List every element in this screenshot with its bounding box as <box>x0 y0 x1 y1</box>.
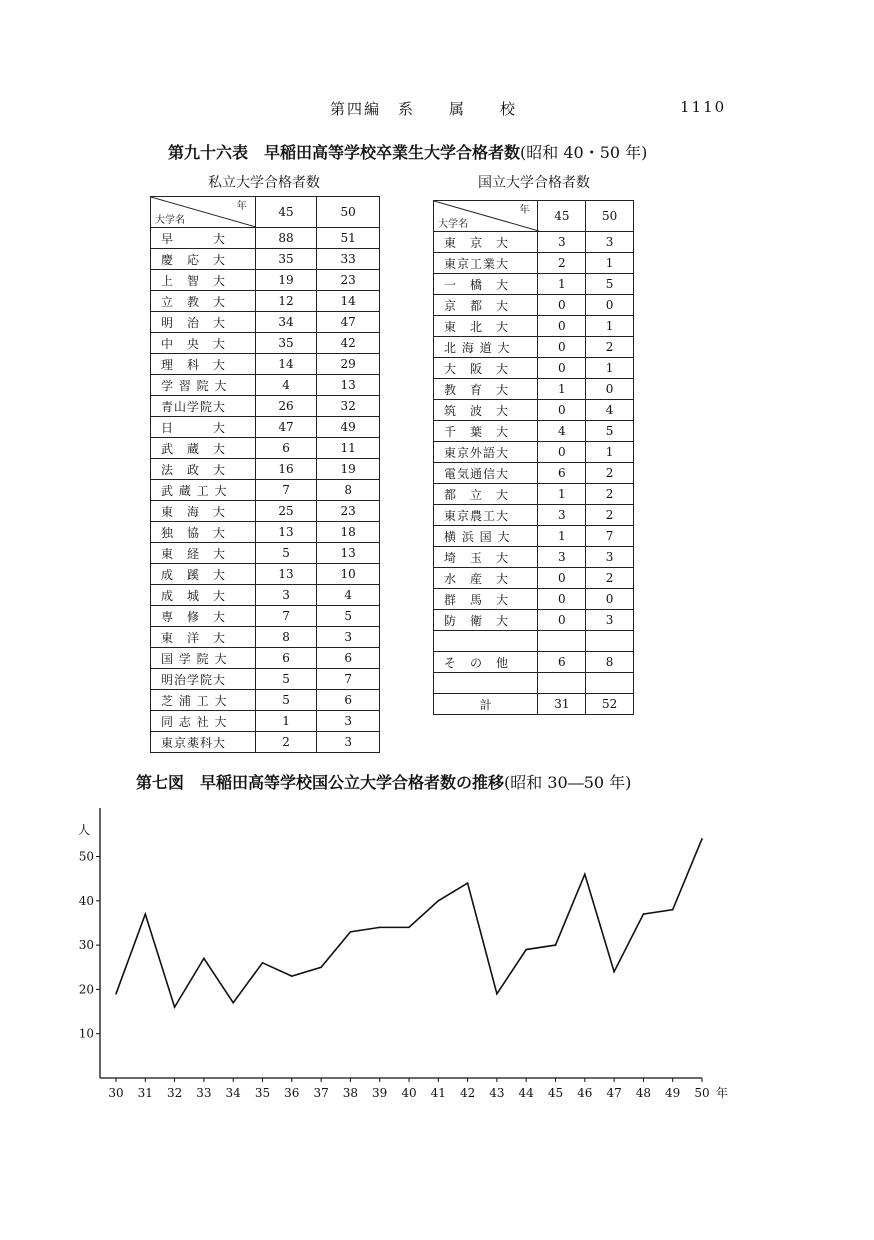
table-row <box>434 274 634 295</box>
table-row <box>434 442 634 463</box>
university-name-cell: 東 海 大 <box>151 501 256 522</box>
count-cell: 0 <box>538 358 586 379</box>
count-cell: 0 <box>586 295 634 316</box>
data-point <box>496 993 498 995</box>
count-cell: 5 <box>317 606 380 627</box>
x-tick-label: 41 <box>430 1086 446 1100</box>
university-name-cell: 武 蔵 大 <box>151 438 256 459</box>
table-row <box>434 673 634 694</box>
running-head: 第四編 系 属 校 <box>330 100 518 118</box>
count-cell <box>586 673 634 694</box>
table-row <box>151 249 380 270</box>
count-cell: 6 <box>538 463 586 484</box>
university-name-cell: 東 経 大 <box>151 543 256 564</box>
data-point <box>291 975 293 977</box>
count-cell: 6 <box>317 690 380 711</box>
table-row <box>151 417 380 438</box>
count-cell: 1 <box>538 379 586 400</box>
university-name-cell: 早 大 <box>151 228 256 249</box>
university-name-cell: 東 京 大 <box>434 232 538 253</box>
university-name-cell: 東京工業大 <box>434 253 538 274</box>
count-cell: 12 <box>255 291 317 312</box>
count-cell: 35 <box>255 333 317 354</box>
count-cell: 14 <box>317 291 380 312</box>
table-row <box>151 732 380 753</box>
x-axis-label: 年 <box>716 1086 729 1100</box>
university-name-cell: 明治学院大 <box>151 669 256 690</box>
header-university-label: 大学名 <box>438 219 468 230</box>
table-row <box>434 295 634 316</box>
x-tick-label: 49 <box>665 1086 681 1100</box>
x-tick-label: 44 <box>518 1086 534 1100</box>
count-cell <box>538 631 586 652</box>
count-cell: 34 <box>255 312 317 333</box>
count-cell: 6 <box>317 648 380 669</box>
private-university-table <box>150 196 380 753</box>
university-name-cell: 同 志 社 大 <box>151 711 256 732</box>
count-cell: 33 <box>317 249 380 270</box>
table-row <box>434 589 634 610</box>
header-year-label: 年 <box>236 201 247 212</box>
table-title-paren: (昭和 40・50 年) <box>520 143 648 162</box>
data-point <box>467 882 469 884</box>
university-name-cell: 埼 玉 大 <box>434 547 538 568</box>
private-table-caption: 私立大学合格者数 <box>208 175 320 191</box>
data-point <box>613 971 615 973</box>
count-cell: 52 <box>586 694 634 715</box>
count-cell: 5 <box>586 421 634 442</box>
header-diagonal-cell <box>151 197 256 228</box>
university-name-cell: 法 政 大 <box>151 459 256 480</box>
table-row <box>434 526 634 547</box>
count-cell: 7 <box>255 606 317 627</box>
table-row <box>151 648 380 669</box>
table-row <box>151 480 380 501</box>
x-tick-label: 35 <box>254 1086 271 1100</box>
table-row <box>151 543 380 564</box>
count-cell: 16 <box>255 459 317 480</box>
column-header: 50 <box>586 201 634 232</box>
count-cell: 3 <box>586 610 634 631</box>
university-name-cell: 独 協 大 <box>151 522 256 543</box>
data-point <box>672 909 674 911</box>
chart-series <box>115 838 703 1008</box>
university-name-cell: 明 治 大 <box>151 312 256 333</box>
count-cell: 0 <box>538 400 586 421</box>
count-cell: 6 <box>255 438 317 459</box>
university-name-cell: そ の 他 <box>434 652 538 673</box>
count-cell: 1 <box>586 442 634 463</box>
university-name-cell: 日 大 <box>151 417 256 438</box>
count-cell: 6 <box>538 652 586 673</box>
university-name-cell: 東京薬科大 <box>151 732 256 753</box>
count-cell: 2 <box>586 484 634 505</box>
count-cell: 19 <box>255 270 317 291</box>
count-cell: 3 <box>317 732 380 753</box>
count-cell: 2 <box>255 732 317 753</box>
count-cell: 8 <box>586 652 634 673</box>
table-row <box>434 568 634 589</box>
count-cell: 3 <box>255 585 317 606</box>
university-name-cell: 都 立 大 <box>434 484 538 505</box>
table-header-row <box>151 197 380 228</box>
count-cell: 29 <box>317 354 380 375</box>
table-row <box>151 711 380 732</box>
count-cell: 14 <box>255 354 317 375</box>
count-cell: 13 <box>317 375 380 396</box>
university-name-cell <box>434 673 538 694</box>
table-row <box>434 652 634 673</box>
x-tick-label: 34 <box>225 1086 241 1100</box>
table-row <box>151 291 380 312</box>
count-cell: 26 <box>255 396 317 417</box>
university-name-cell: 青山学院大 <box>151 396 256 417</box>
table-row <box>434 547 634 568</box>
count-cell: 1 <box>538 484 586 505</box>
count-cell: 4 <box>538 421 586 442</box>
national-table-caption: 国立大学合格者数 <box>478 175 590 191</box>
x-tick-label: 43 <box>489 1086 505 1100</box>
count-cell: 2 <box>586 463 634 484</box>
header-diagonal-cell <box>434 201 538 232</box>
count-cell: 42 <box>317 333 380 354</box>
university-name-cell: 教 育 大 <box>434 379 538 400</box>
count-cell: 8 <box>317 480 380 501</box>
count-cell: 4 <box>586 400 634 421</box>
count-cell: 3 <box>538 547 586 568</box>
count-cell: 47 <box>255 417 317 438</box>
x-tick-label: 40 <box>401 1086 417 1100</box>
university-name-cell: 東 北 大 <box>434 316 538 337</box>
y-axis-label: 人 <box>78 823 91 837</box>
table-row <box>151 396 380 417</box>
university-name-cell: 群 馬 大 <box>434 589 538 610</box>
table-row <box>434 421 634 442</box>
count-cell: 3 <box>538 505 586 526</box>
table-title-main: 第九十六表 早稲田高等学校卒業生大学合格者数 <box>168 143 521 162</box>
count-cell: 88 <box>255 228 317 249</box>
x-tick-label: 32 <box>166 1086 183 1100</box>
national-university-table <box>433 200 634 715</box>
x-tick-label: 42 <box>459 1086 476 1100</box>
table-header-row <box>434 201 634 232</box>
count-cell <box>538 673 586 694</box>
count-cell: 1 <box>538 274 586 295</box>
count-cell: 6 <box>255 648 317 669</box>
data-point <box>701 838 703 840</box>
count-cell: 1 <box>586 358 634 379</box>
university-name-cell <box>434 631 538 652</box>
data-point <box>350 931 352 933</box>
data-point <box>438 900 440 902</box>
page-number: 1110 <box>680 98 727 116</box>
y-tick-label: 30 <box>78 938 94 953</box>
count-cell: 7 <box>317 669 380 690</box>
table-row <box>151 354 380 375</box>
table-row <box>434 316 634 337</box>
university-name-cell: 筑 波 大 <box>434 400 538 421</box>
university-name-cell: 中 央 大 <box>151 333 256 354</box>
column-header: 45 <box>255 197 317 228</box>
count-cell: 0 <box>586 379 634 400</box>
series-line <box>116 839 702 1007</box>
university-name-cell: 電気通信大 <box>434 463 538 484</box>
university-name-cell: 千 葉 大 <box>434 421 538 442</box>
count-cell: 13 <box>255 564 317 585</box>
line-chart <box>60 808 760 1118</box>
count-cell: 19 <box>317 459 380 480</box>
count-cell: 2 <box>538 253 586 274</box>
data-point <box>643 913 645 915</box>
x-tick-label: 50 <box>694 1086 710 1100</box>
table-row <box>151 606 380 627</box>
x-tick-label: 33 <box>196 1086 212 1100</box>
count-cell: 51 <box>317 228 380 249</box>
university-name-cell: 成 城 大 <box>151 585 256 606</box>
table-row <box>151 522 380 543</box>
count-cell: 2 <box>586 505 634 526</box>
data-point <box>525 949 527 951</box>
data-point <box>115 993 117 995</box>
university-name-cell: 慶 応 大 <box>151 249 256 270</box>
data-point <box>232 1002 234 1004</box>
university-name-cell: 東京農工大 <box>434 505 538 526</box>
chart-axes <box>78 808 728 1100</box>
x-tick-label: 45 <box>547 1086 564 1100</box>
y-tick-label: 20 <box>78 982 94 997</box>
table-row <box>151 585 380 606</box>
count-cell: 5 <box>255 543 317 564</box>
count-cell: 35 <box>255 249 317 270</box>
column-header: 45 <box>538 201 586 232</box>
count-cell: 0 <box>538 589 586 610</box>
count-cell: 1 <box>538 526 586 547</box>
x-tick-label: 37 <box>313 1086 329 1100</box>
count-cell <box>586 631 634 652</box>
data-point <box>145 913 147 915</box>
header-university-label: 大学名 <box>155 215 185 226</box>
count-cell: 13 <box>255 522 317 543</box>
university-name-cell: 立 教 大 <box>151 291 256 312</box>
figure-title <box>136 770 631 793</box>
count-cell: 0 <box>586 589 634 610</box>
table-row <box>151 312 380 333</box>
count-cell: 5 <box>255 669 317 690</box>
table-row <box>151 228 380 249</box>
data-point <box>555 944 557 946</box>
university-name-cell: 国 学 院 大 <box>151 648 256 669</box>
count-cell: 13 <box>317 543 380 564</box>
count-cell: 0 <box>538 442 586 463</box>
table-row <box>434 484 634 505</box>
table-row <box>151 627 380 648</box>
university-name-cell: 横 浜 国 大 <box>434 526 538 547</box>
count-cell: 1 <box>586 253 634 274</box>
x-tick-label: 48 <box>635 1086 652 1100</box>
count-cell: 4 <box>255 375 317 396</box>
count-cell: 3 <box>317 627 380 648</box>
table-row <box>151 459 380 480</box>
x-tick-label: 47 <box>606 1086 622 1100</box>
x-tick-label: 36 <box>284 1086 300 1100</box>
data-point <box>408 927 410 929</box>
count-cell: 1 <box>586 316 634 337</box>
count-cell: 3 <box>538 232 586 253</box>
y-tick-label: 50 <box>78 849 94 864</box>
header-year-label: 年 <box>519 205 530 216</box>
table-row <box>151 669 380 690</box>
university-name-cell: 理 科 大 <box>151 354 256 375</box>
count-cell: 10 <box>317 564 380 585</box>
university-name-cell: 水 産 大 <box>434 568 538 589</box>
x-tick-label: 39 <box>372 1086 388 1100</box>
figure-title-paren: (昭和 30―50 年) <box>504 773 632 792</box>
chart-ticks <box>79 850 710 1101</box>
data-point <box>174 1006 176 1008</box>
count-cell: 49 <box>317 417 380 438</box>
y-tick-label: 10 <box>78 1026 94 1041</box>
university-name-cell: 武 蔵 工 大 <box>151 480 256 501</box>
count-cell: 7 <box>255 480 317 501</box>
data-point <box>203 958 205 960</box>
university-name-cell: 京 都 大 <box>434 295 538 316</box>
count-cell: 3 <box>586 232 634 253</box>
table-row <box>151 438 380 459</box>
table-row <box>434 253 634 274</box>
table-row <box>434 358 634 379</box>
table-row <box>434 631 634 652</box>
count-cell: 7 <box>586 526 634 547</box>
university-name-cell: 東京外語大 <box>434 442 538 463</box>
count-cell: 3 <box>586 547 634 568</box>
figure-title-main: 第七図 早稲田高等学校国公立大学合格者数の推移 <box>136 773 505 792</box>
count-cell: 5 <box>586 274 634 295</box>
count-cell: 0 <box>538 316 586 337</box>
x-tick-label: 31 <box>137 1086 153 1100</box>
university-name-cell: 成 蹊 大 <box>151 564 256 585</box>
table-row <box>151 333 380 354</box>
count-cell: 23 <box>317 270 380 291</box>
count-cell: 0 <box>538 337 586 358</box>
x-tick-label: 38 <box>342 1086 359 1100</box>
table-row <box>151 690 380 711</box>
university-name-cell: 学 習 院 大 <box>151 375 256 396</box>
university-name-cell: 芝 浦 工 大 <box>151 690 256 711</box>
count-cell: 8 <box>255 627 317 648</box>
data-point <box>320 966 322 968</box>
x-tick-label: 46 <box>577 1086 593 1100</box>
count-cell: 18 <box>317 522 380 543</box>
count-cell: 23 <box>317 501 380 522</box>
table-row <box>434 400 634 421</box>
university-name-cell: 一 橋 大 <box>434 274 538 295</box>
table-title <box>168 140 647 163</box>
count-cell: 5 <box>255 690 317 711</box>
table-row <box>434 463 634 484</box>
count-cell: 0 <box>538 610 586 631</box>
university-name-cell: 東 洋 大 <box>151 627 256 648</box>
university-name-cell: 上 智 大 <box>151 270 256 291</box>
table-row <box>434 337 634 358</box>
count-cell: 47 <box>317 312 380 333</box>
table-row <box>434 232 634 253</box>
count-cell: 3 <box>317 711 380 732</box>
y-tick-label: 40 <box>78 893 94 908</box>
table-row <box>151 501 380 522</box>
count-cell: 0 <box>538 568 586 589</box>
x-tick-label: 30 <box>108 1086 124 1100</box>
count-cell: 31 <box>538 694 586 715</box>
count-cell: 4 <box>317 585 380 606</box>
column-header: 50 <box>317 197 380 228</box>
data-point <box>262 962 264 964</box>
table-row <box>434 610 634 631</box>
count-cell: 25 <box>255 501 317 522</box>
university-name-cell: 防 衛 大 <box>434 610 538 631</box>
count-cell: 0 <box>538 295 586 316</box>
count-cell: 11 <box>317 438 380 459</box>
university-name-cell: 計 <box>434 694 538 715</box>
table-row <box>151 375 380 396</box>
table-row <box>434 694 634 715</box>
table-row <box>151 564 380 585</box>
table-row <box>434 505 634 526</box>
data-point <box>584 873 586 875</box>
count-cell: 32 <box>317 396 380 417</box>
table-row <box>151 270 380 291</box>
count-cell: 2 <box>586 337 634 358</box>
data-point <box>379 927 381 929</box>
count-cell: 2 <box>586 568 634 589</box>
count-cell: 1 <box>255 711 317 732</box>
university-name-cell: 専 修 大 <box>151 606 256 627</box>
university-name-cell: 北 海 道 大 <box>434 337 538 358</box>
university-name-cell: 大 阪 大 <box>434 358 538 379</box>
table-row <box>434 379 634 400</box>
